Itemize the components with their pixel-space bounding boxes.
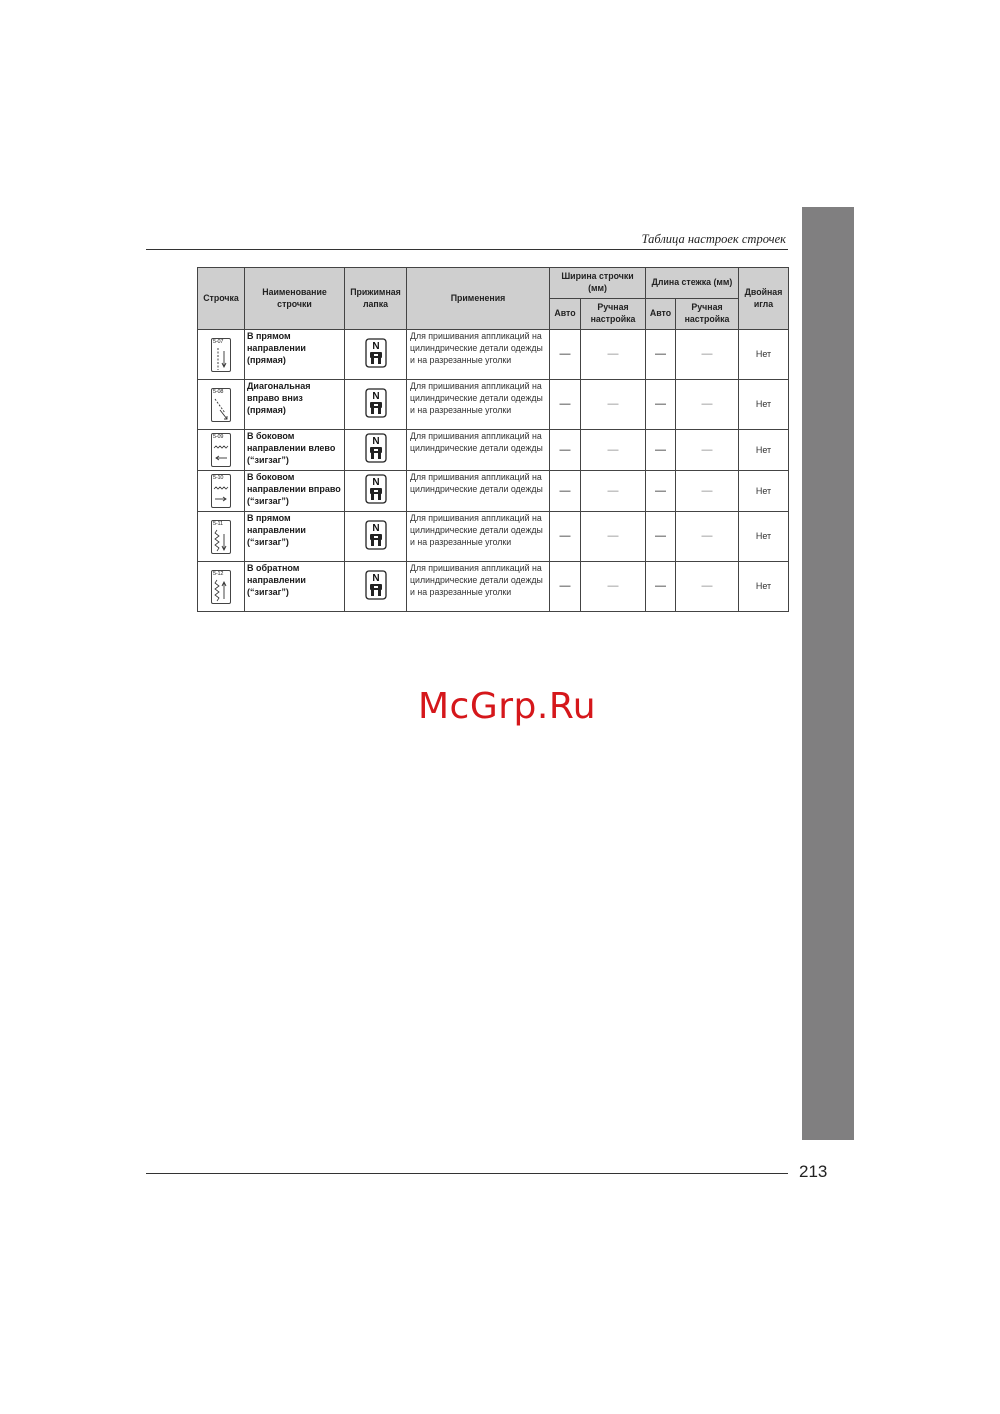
- application-text: Для пришивания аппликаций на цилиндрические детали одежды и на разрезанные уголки: [407, 330, 550, 380]
- footer-rule: [146, 1173, 788, 1174]
- zigzag-right-stitch-icon: 5-10: [211, 474, 231, 508]
- stitch-name: В обратном направлении (“зигзаг”): [245, 562, 345, 612]
- table-row: [198, 380, 789, 430]
- application-text: Для пришивания аппликаций на цилиндрические детали одежды: [407, 430, 550, 471]
- twin-needle-value: Нет: [739, 512, 789, 562]
- diagonal-down-right-stitch-icon: 5-08: [211, 388, 231, 422]
- length-auto: —: [646, 471, 676, 512]
- twin-needle-value: Нет: [739, 562, 789, 612]
- header-rule: [146, 249, 788, 250]
- header-name: Наименование строчки: [245, 268, 345, 330]
- table-row: [198, 430, 789, 471]
- watermark-text: McGrp.Ru: [417, 686, 597, 727]
- width-auto: —: [550, 562, 581, 612]
- length-auto: —: [646, 562, 676, 612]
- twin-needle-value: Нет: [739, 430, 789, 471]
- application-text: Для пришивания аппликаций на цилиндрические детали одежды и на разрезанные уголки: [407, 512, 550, 562]
- header-stitch: Строчка: [198, 268, 245, 330]
- length-manual: —: [676, 330, 739, 380]
- length-auto: —: [646, 512, 676, 562]
- application-text: Для пришивания аппликаций на цилиндрические детали одежды и на разрезанные уголки: [407, 380, 550, 430]
- page-number: 213: [799, 1162, 828, 1181]
- length-manual: —: [676, 562, 739, 612]
- width-auto: —: [550, 471, 581, 512]
- width-auto: —: [550, 330, 581, 380]
- length-manual: —: [676, 471, 739, 512]
- twin-needle-value: Нет: [739, 471, 789, 512]
- width-auto: —: [550, 512, 581, 562]
- stitch-name: В прямом направлении (“зигзаг”): [245, 512, 345, 562]
- header-width-auto: Авто: [550, 299, 581, 330]
- zigzag-left-stitch-icon: 5-09: [211, 433, 231, 467]
- length-manual: —: [676, 430, 739, 471]
- chapter-side-tab: [802, 207, 854, 1140]
- application-text: Для пришивания аппликаций на цилиндрические детали одежды: [407, 471, 550, 512]
- width-manual: —: [581, 430, 646, 471]
- svg-text:N: N: [371, 522, 380, 534]
- width-auto: —: [550, 380, 581, 430]
- stitch-name: В прямом направлении (прямая): [245, 330, 345, 380]
- stitch-name: В боковом направлении влево (“зигзаг”): [245, 430, 345, 471]
- width-manual: —: [581, 330, 646, 380]
- stitch-settings-table: [197, 267, 789, 612]
- table-row: [198, 512, 789, 562]
- zigzag-down-stitch-icon: 5-11: [211, 520, 231, 554]
- width-manual: —: [581, 562, 646, 612]
- header-length: Длина стежка (мм): [646, 268, 739, 299]
- table-row: [198, 562, 789, 612]
- svg-text:N: N: [371, 390, 380, 402]
- svg-text:N: N: [371, 572, 380, 584]
- svg-text:N: N: [371, 477, 380, 489]
- presser-foot-n-icon: [365, 388, 387, 422]
- length-auto: —: [646, 330, 676, 380]
- presser-foot-n-icon: [365, 520, 387, 554]
- width-manual: —: [581, 380, 646, 430]
- zigzag-up-stitch-icon: 5-12: [211, 570, 231, 604]
- stitch-name: В боковом направлении вправо (“зигзаг”): [245, 471, 345, 512]
- application-text: Для пришивания аппликаций на цилиндрические детали одежды и на разрезанные уголки: [407, 562, 550, 612]
- width-manual: —: [581, 471, 646, 512]
- presser-foot-n-icon: [365, 570, 387, 604]
- header-application: Применения: [407, 268, 550, 330]
- width-manual: —: [581, 512, 646, 562]
- header-twin-needle: Двойная игла: [739, 268, 789, 330]
- length-auto: —: [646, 430, 676, 471]
- length-manual: —: [676, 512, 739, 562]
- header-width: Ширина строчки (мм): [550, 268, 646, 299]
- svg-text:N: N: [371, 436, 380, 448]
- running-header-title: Таблица настроек строчек: [641, 232, 786, 246]
- header-length-manual: Ручная настройка: [676, 299, 739, 330]
- header-foot: Прижимная лапка: [345, 268, 407, 330]
- length-auto: —: [646, 380, 676, 430]
- svg-text:N: N: [371, 340, 380, 352]
- width-auto: —: [550, 430, 581, 471]
- straight-down-stitch-icon: 5-07: [211, 338, 231, 372]
- presser-foot-n-icon: [365, 338, 387, 372]
- twin-needle-value: Нет: [739, 380, 789, 430]
- stitch-name: Диагональная вправо вниз (прямая): [245, 380, 345, 430]
- length-manual: —: [676, 380, 739, 430]
- header-length-auto: Авто: [646, 299, 676, 330]
- twin-needle-value: Нет: [739, 330, 789, 380]
- table-row: [198, 471, 789, 512]
- header-width-manual: Ручная настройка: [581, 299, 646, 330]
- presser-foot-n-icon: [365, 474, 387, 508]
- table-row: [198, 330, 789, 380]
- presser-foot-n-icon: [365, 433, 387, 467]
